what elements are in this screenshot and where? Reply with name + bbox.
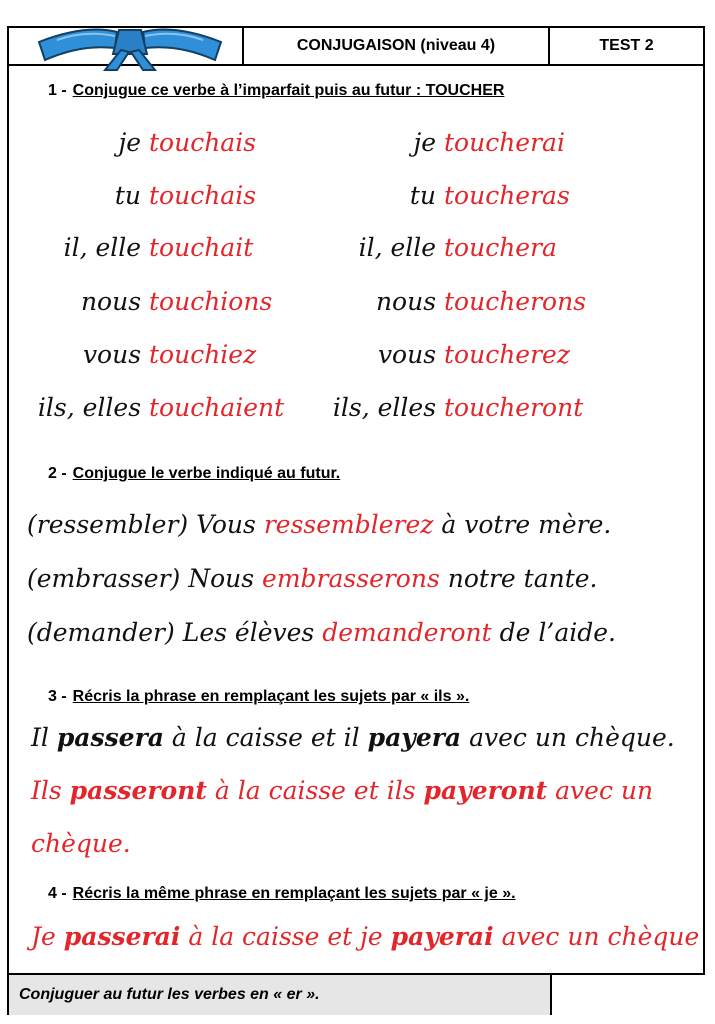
subject: Nous <box>188 564 255 593</box>
verb-answer: demanderont <box>322 618 492 647</box>
blue-belt-icon <box>35 12 225 72</box>
exercise-3-model-sentence <box>31 725 675 750</box>
worksheet-title: CONJUGAISON (niveau 4) <box>244 28 550 64</box>
subject: Ils <box>31 776 62 805</box>
verb: payeront <box>423 776 548 805</box>
verb: passeront <box>69 776 207 805</box>
verb-answer: toucherons <box>444 287 587 316</box>
verb-answer: touchaient <box>149 393 285 422</box>
pronoun: ils, elles <box>37 393 142 422</box>
verb-answer: toucheras <box>444 181 570 210</box>
sentence-end: avec un chèque. <box>469 723 675 752</box>
verb-answer: touchais <box>149 181 257 210</box>
pronoun: je <box>118 128 142 157</box>
subject: Je <box>31 922 56 951</box>
exercise-3-answer-line <box>31 778 653 803</box>
imparfait-row <box>19 287 273 316</box>
pronoun: vous <box>377 340 437 369</box>
futur-row <box>329 287 587 316</box>
verb: passera <box>56 723 164 752</box>
verb-answer: touchais <box>149 128 257 157</box>
pronoun: il, elle <box>63 233 142 262</box>
pronoun: je <box>413 128 437 157</box>
pronoun: nous <box>375 287 437 316</box>
exercise-1-heading <box>48 82 504 100</box>
exercise-2-heading <box>48 465 340 483</box>
exercise-4-instruction: Récris la même phrase en remplaçant les sujets par « je ». <box>72 885 516 902</box>
subject: Les élèves <box>182 618 315 647</box>
futur-row <box>329 235 559 260</box>
footer-row <box>9 973 703 1015</box>
verb-answer: touchera <box>444 233 557 262</box>
sentence-middle: à la caisse et il <box>171 723 360 752</box>
verb-hint: (demander) <box>27 618 175 647</box>
verb-hint: (ressembler) <box>27 510 189 539</box>
imparfait-row <box>19 233 254 262</box>
pronoun: tu <box>409 181 437 210</box>
exercise-1-number: 1 - <box>48 82 67 99</box>
pronoun: tu <box>114 181 142 210</box>
exercise-3-heading <box>48 688 469 706</box>
pronoun: nous <box>80 287 142 316</box>
exercise-3-number: 3 - <box>48 688 67 705</box>
sentence-middle: à la caisse et je <box>188 922 383 951</box>
sentence-end: avec un chèque <box>501 922 700 951</box>
imparfait-row <box>19 393 285 422</box>
verb-answer: embrasserons <box>262 564 440 593</box>
futur-row <box>329 340 571 369</box>
verb-hint: (embrasser) <box>27 564 181 593</box>
worksheet <box>7 26 705 1015</box>
sentence-end: notre tante. <box>447 564 598 593</box>
verb: payera <box>367 723 462 752</box>
exercise-4-heading <box>48 885 516 903</box>
pronoun: vous <box>82 340 142 369</box>
sentence-end: avec un <box>555 776 654 805</box>
verb-answer: toucherai <box>444 128 565 157</box>
sentence-end: de l’aide. <box>499 618 616 647</box>
exercise-2-instruction: Conjugue le verbe indiqué au futur. <box>72 465 341 482</box>
verb-answer: touchions <box>149 287 273 316</box>
footer-objective: Conjuguer au futur les verbes en « er ». <box>19 986 320 1003</box>
futur-row <box>329 128 565 157</box>
futur-row <box>329 393 584 422</box>
subject: Il <box>31 723 49 752</box>
verb-answer: touchait <box>149 233 254 262</box>
subject: Vous <box>196 510 256 539</box>
exercise-4-number: 4 - <box>48 885 67 902</box>
futur-row <box>329 181 570 210</box>
pronoun: ils, elles <box>332 393 437 422</box>
verb-answer: toucherez <box>444 340 571 369</box>
test-label: TEST 2 <box>599 37 654 54</box>
exercise-1-instruction: Conjugue ce verbe à l’imparfait puis au futur : TOUCHER <box>72 82 505 99</box>
exercise-4-answer-line <box>31 924 699 949</box>
verb-answer: touchiez <box>149 340 257 369</box>
exercise-2-line <box>27 512 611 537</box>
exercise-2-line <box>27 620 616 645</box>
exercise-3-answer-continuation: chèque. <box>31 829 131 858</box>
exercise-2-number: 2 - <box>48 465 67 482</box>
pronoun: il, elle <box>358 233 437 262</box>
verb-answer: toucheront <box>444 393 584 422</box>
verb: payerai <box>390 922 494 951</box>
footer-score-box <box>550 975 705 1015</box>
imparfait-row <box>19 340 257 369</box>
sentence-middle: à la caisse et ils <box>214 776 416 805</box>
verb: passerai <box>63 922 181 951</box>
sentence-end: à votre mère. <box>441 510 612 539</box>
exercise-2-line <box>27 566 597 591</box>
exercise-3-instruction: Récris la phrase en remplaçant les sujets par « ils ». <box>72 688 470 705</box>
verb-answer: ressemblerez <box>263 510 434 539</box>
imparfait-row <box>19 128 257 157</box>
imparfait-row <box>19 181 257 210</box>
